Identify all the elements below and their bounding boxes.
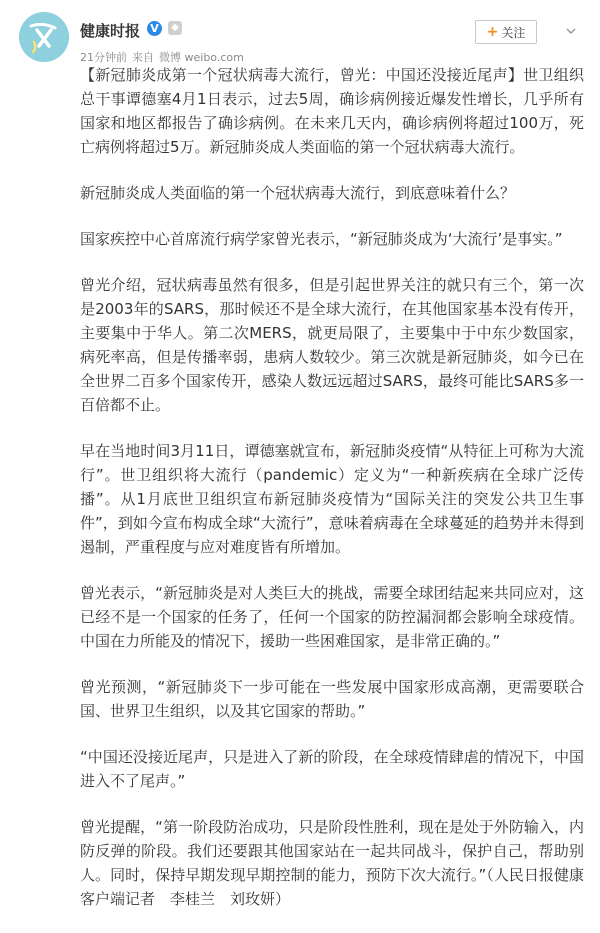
avatar[interactable]: [19, 12, 69, 62]
author-name[interactable]: 健康时报: [80, 22, 141, 40]
paragraph-3: 国家疾控中心首席流行病学家曾光表示，“新冠肺炎成为‘大流行’是事实。”: [80, 230, 563, 248]
follow-button[interactable]: [475, 20, 537, 44]
post-source[interactable]: 微博 weibo.com: [159, 51, 244, 64]
paragraph-5: 早在当地时间3月11日，谭德塞就宣布，新冠肺炎疫情“从特征上可称为大流行”。世卫组织将大流行（pandemic）定义为“一种新疾病在全球广泛传播”。从1月底世卫组织宣布新冠肺炎疫情为“国际关注的突发公共卫生事件”，到如今宣布构成全球“大流行”，意味着病毒在全球蔓延的趋势并未得到遏制，严重程度与应对难度皆有所增加。: [80, 442, 584, 556]
paragraph-1: 【新冠肺炎成第一个冠状病毒大流行，曾光：中国还没接近尾声】世卫组织总干事谭德塞4月1日表示，过去5周，确诊病例接近爆发性增长，几乎所有国家和地区都报告了确诊病例。在未来几天内，确诊病例将超过100万，死亡病例将超过5万。新冠肺炎成人类面临的第一个冠状病毒大流行。: [80, 66, 584, 156]
paragraph-2: 新冠肺炎成人类面临的第一个冠状病毒大流行，到底意味着什么？: [80, 184, 516, 202]
level-icon: ◆: [168, 21, 182, 35]
plus-icon: +: [486, 24, 499, 40]
chevron-down-icon[interactable]: [564, 23, 578, 37]
verified-badge-icon: V: [147, 21, 162, 36]
paragraph-9: 曾光提醒，“第一阶段防治成功，只是阶段性胜利，现在是处于外防输入，内防反弹的阶段。我们还要跟其他国家站在一起共同战斗，保护自己，帮助别人。同时，保持早期发现早期控制的能力，预防下次大流行。”（人民日报健康客户端记者 李桂兰 刘玫妍）: [80, 818, 584, 908]
paragraph-7: 曾光预测，“新冠肺炎下一步可能在一些发展中国家形成高潮，更需要联合国、世界卫生组织，以及其它国家的帮助。”: [80, 678, 584, 720]
source-label: 来自: [132, 51, 154, 64]
post-header: [0, 0, 600, 66]
health-times-logo-icon: [19, 12, 69, 62]
post-time[interactable]: 21分钟前: [80, 51, 127, 64]
follow-label: 关注: [501, 25, 526, 40]
post-content: [80, 63, 584, 933]
paragraph-4: 曾光介绍，冠状病毒虽然有很多，但是引起世界关注的就只有三个，第一次是2003年的SARS，那时候还不是全球大流行，在其他国家基本没有传开，主要集中于华人。第二次MERS，就更局限了，主要集中于中东少数国家，病死率高，但是传播率弱，患病人数较少。第三次就是新冠肺炎，如今已在全世界二百多个国家传开，感染人数远远超过SARS，最终可能比SARS多一百倍都不止。: [80, 276, 584, 414]
paragraph-8: “中国还没接近尾声，只是进入了新的阶段，在全球疫情肆虐的情况下，中国进入不了尾声。”: [80, 748, 584, 790]
paragraph-6: 曾光表示，“新冠肺炎是对人类巨大的挑战，需要全球团结起来共同应对，这已经不是一个国家的任务了，任何一个国家的防控漏洞都会影响全球疫情。中国在力所能及的情况下，援助一些困难国家，是非常正确的。”: [80, 584, 584, 650]
